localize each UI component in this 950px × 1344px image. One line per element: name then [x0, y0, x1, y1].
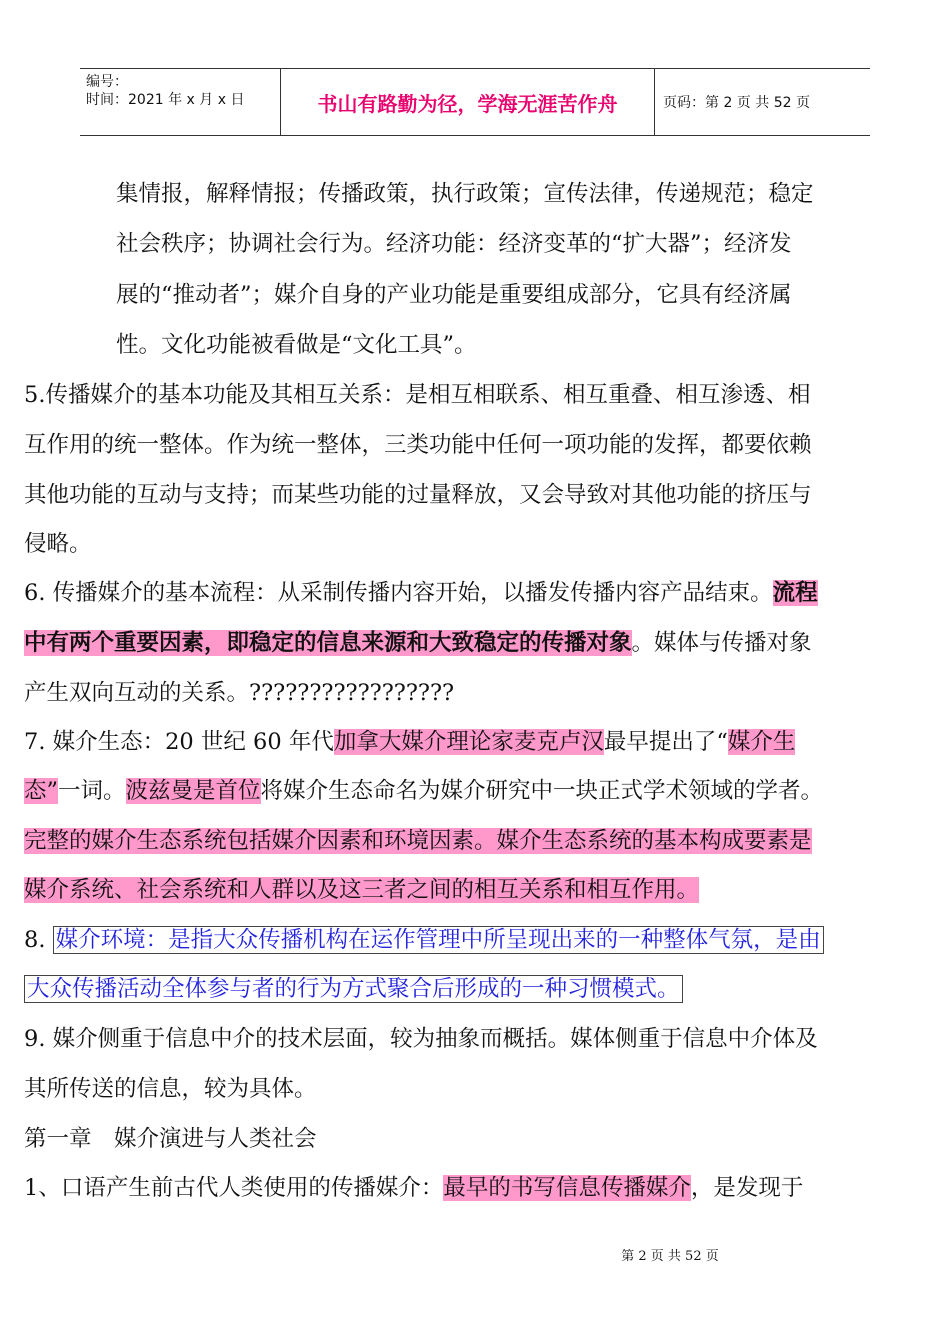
text-span: 一词。 [58, 778, 126, 804]
highlighted-text: 波兹曼是首位 [125, 778, 261, 804]
text-line [24, 579, 818, 607]
footer-page-number: 第 2 页 共 52 页 [621, 1249, 719, 1264]
text-span: 8. [24, 927, 53, 953]
chapter-heading: 第一章 媒介演进与人类社会 [24, 1126, 317, 1152]
text-span: 将媒介生态命名为媒介研究中一块正式学术领域的学者。 [260, 778, 824, 804]
text-span: 7. 媒介生态：20 世纪 60 年代 [24, 729, 334, 755]
text-line [24, 629, 812, 657]
text-line [24, 827, 812, 855]
highlighted-text: 最早的书写信息传播媒介 [443, 1175, 691, 1201]
text-line: 5.传播媒介的基本功能及其相互关系：是相互相联系、相互重叠、相互渗透、相 [24, 382, 811, 408]
text-line: 侵略。 [24, 531, 92, 557]
highlighted-text: 媒介生 [727, 729, 796, 755]
header-number-label: 编号： [86, 74, 128, 90]
text-line: 9. 媒介侧重于信息中介的技术层面，较为抽象而概括。媒体侧重于信息中介体及 [24, 1026, 818, 1052]
text-line: 其他功能的互动与支持；而某些功能的过量释放，又会导致对其他功能的挤压与 [24, 482, 812, 508]
text-line: 性。文化功能被看做是“文化工具”。 [116, 332, 477, 358]
boxed-text: 大众传播活动全体参与者的行为方式聚合后形成的一种习惯模式。 [24, 975, 683, 1003]
boxed-text: 媒介环境：是指大众传播机构在运作管理中所呈现出来的一种整体气氛，是由 [53, 926, 824, 954]
text-span: 1、口语产生前古代人类使用的传播媒介： [24, 1175, 444, 1201]
text-line [24, 728, 795, 756]
text-line: 展的“推动者”；媒介自身的产业功能是重要组成部分，它具有经济属 [116, 282, 792, 308]
highlighted-text: 媒介系统、社会系统和人群以及这三者之间的相互关系和相互作用。 [24, 877, 700, 903]
text-line [24, 876, 699, 904]
highlighted-text: 态” [24, 778, 59, 804]
text-span: 6. 传播媒介的基本流程：从采制传播内容开始，以播发传播内容产品结束。 [24, 580, 773, 606]
highlighted-text: 中有两个重要因素，即稳定的信息来源和大致稳定的传播对象 [24, 630, 632, 656]
highlighted-text: 加拿大媒介理论家麦克卢汉 [333, 729, 604, 755]
header-motto: 书山有路勤为径，学海无涯苦作舟 [281, 69, 655, 135]
text-line [24, 777, 823, 805]
text-line: 其所传送的信息，较为具体。 [24, 1076, 317, 1102]
text-line [24, 1174, 803, 1202]
header-page-info: 页码：第 2 页 共 52 页 [663, 95, 810, 111]
text-span: 。媒体与传播对象 [631, 630, 812, 656]
highlighted-text: 完整的媒介生态系统包括媒介因素和环境因素。媒介生态系统的基本构成要素是 [24, 828, 812, 854]
text-line [24, 926, 824, 954]
text-span: ，是发现于 [690, 1175, 804, 1201]
text-line: 集情报，解释情报；传播政策，执行政策；宣传法律，传递规范；稳定 [116, 181, 814, 207]
text-line: 互作用的统一整体。作为统一整体，三类功能中任何一项功能的发挥，都要依赖 [24, 432, 812, 458]
text-line: 社会秩序；协调社会行为。经济功能：经济变革的“扩大器”；经济发 [116, 231, 792, 257]
header-meta [80, 69, 281, 135]
text-line: 产生双向互动的关系。????????????????? [24, 680, 455, 706]
page-footer [0, 1245, 950, 1264]
page-header [80, 68, 870, 136]
header-date-label: 时间：2021 年 x 月 x 日 [86, 92, 245, 108]
text-line [24, 975, 683, 1003]
text-span: 最早提出了“ [603, 729, 728, 755]
highlighted-text: 流程 [772, 580, 818, 606]
